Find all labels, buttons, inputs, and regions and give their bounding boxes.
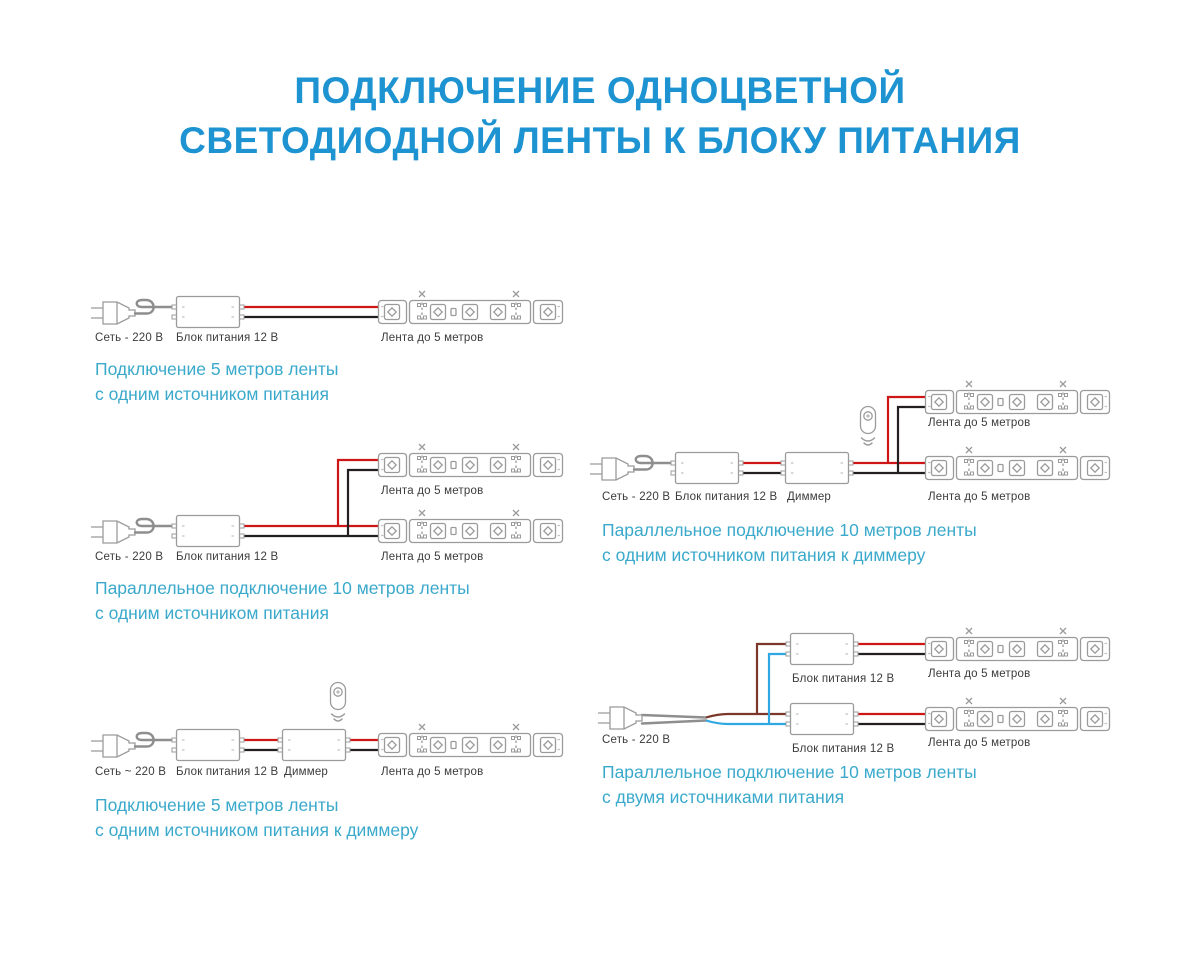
remote-control-icon <box>861 407 876 446</box>
strip-label: Лента до 5 метров <box>928 737 1031 749</box>
led-strip-icon <box>379 444 563 477</box>
strip-label: Лента до 5 метров <box>928 668 1031 680</box>
diagram-caption <box>95 576 470 626</box>
psu-label: Блок питания 12 В <box>176 551 279 563</box>
led-strip-icon <box>926 381 1110 414</box>
psu-label: Блок питания 12 В <box>792 673 895 685</box>
plug-icon <box>91 519 176 543</box>
power-supply-icon <box>671 453 743 484</box>
diagram-3 <box>91 683 563 761</box>
strip-label: Лента до 5 метров <box>381 551 484 563</box>
caption-line: Подключение 5 метров ленты <box>95 359 339 379</box>
mains-label: Сеть ~ 220 В <box>95 766 167 778</box>
psu-label: Блок питания 12 В <box>176 766 279 778</box>
led-strip-icon <box>379 510 563 543</box>
mains-label: Сеть - 220 В <box>95 551 164 563</box>
caption-line: Параллельное подключение 10 метров ленты <box>602 520 977 540</box>
remote-control-icon <box>331 683 346 722</box>
psu-label: Блок питания 12 В <box>176 332 279 344</box>
strip-label: Лента до 5 метров <box>381 485 484 497</box>
caption-line: Параллельное подключение 10 метров ленты <box>602 762 977 782</box>
diagram-caption <box>95 793 418 843</box>
psu-label: Блок питания 12 В <box>675 491 778 503</box>
caption-line: с одним источником питания <box>95 603 329 623</box>
strip-label: Лента до 5 метров <box>928 417 1031 429</box>
diagram-caption <box>602 518 977 568</box>
power-supply-icon <box>786 634 858 665</box>
mains-label: Сеть - 220 В <box>95 332 164 344</box>
mains-cable <box>642 715 706 724</box>
caption-line: с одним источником питания <box>95 384 329 404</box>
diagram-1 <box>91 291 563 328</box>
led-strip-icon <box>926 698 1110 731</box>
caption-line: Параллельное подключение 10 метров ленты <box>95 578 470 598</box>
led-strip-icon <box>379 291 563 324</box>
strip-label: Лента до 5 метров <box>381 332 484 344</box>
diagram-caption <box>95 357 338 407</box>
led-strip-icon <box>926 447 1110 480</box>
diagram-caption <box>602 760 977 810</box>
page-title-line1: ПОДКЛЮЧЕНИЕ ОДНОЦВЕТНОЙ <box>294 70 906 111</box>
caption-line: с одним источником питания к диммеру <box>95 820 419 840</box>
led-strip-icon <box>379 724 563 757</box>
plug-icon <box>590 456 675 480</box>
dimmer-label: Диммер <box>284 766 329 778</box>
power-supply-icon <box>786 704 858 735</box>
mains-label: Сеть - 220 В <box>602 491 671 503</box>
plug-icon <box>598 707 642 729</box>
power-supply-icon <box>172 297 244 328</box>
mains-label: Сеть - 220 В <box>602 734 671 746</box>
power-supply-icon <box>172 730 244 761</box>
page-title-line2: СВЕТОДИОДНОЙ ЛЕНТЫ К БЛОКУ ПИТАНИЯ <box>179 120 1021 161</box>
led-strip-icon <box>926 628 1110 661</box>
caption-line: с двумя источниками питания <box>602 787 845 807</box>
dimmer-icon <box>781 453 853 484</box>
plug-icon <box>91 733 176 757</box>
dimmer-label: Диммер <box>787 491 832 503</box>
strip-label: Лента до 5 метров <box>381 766 484 778</box>
power-supply-icon <box>172 516 244 547</box>
diagram-4 <box>590 381 1110 484</box>
strip-label: Лента до 5 метров <box>928 491 1031 503</box>
plug-icon <box>91 300 176 324</box>
psu-label: Блок питания 12 В <box>792 743 895 755</box>
caption-line: с одним источником питания к диммеру <box>602 545 926 565</box>
diagram-2 <box>91 444 563 547</box>
caption-line: Подключение 5 метров ленты <box>95 795 339 815</box>
dimmer-icon <box>278 730 350 761</box>
